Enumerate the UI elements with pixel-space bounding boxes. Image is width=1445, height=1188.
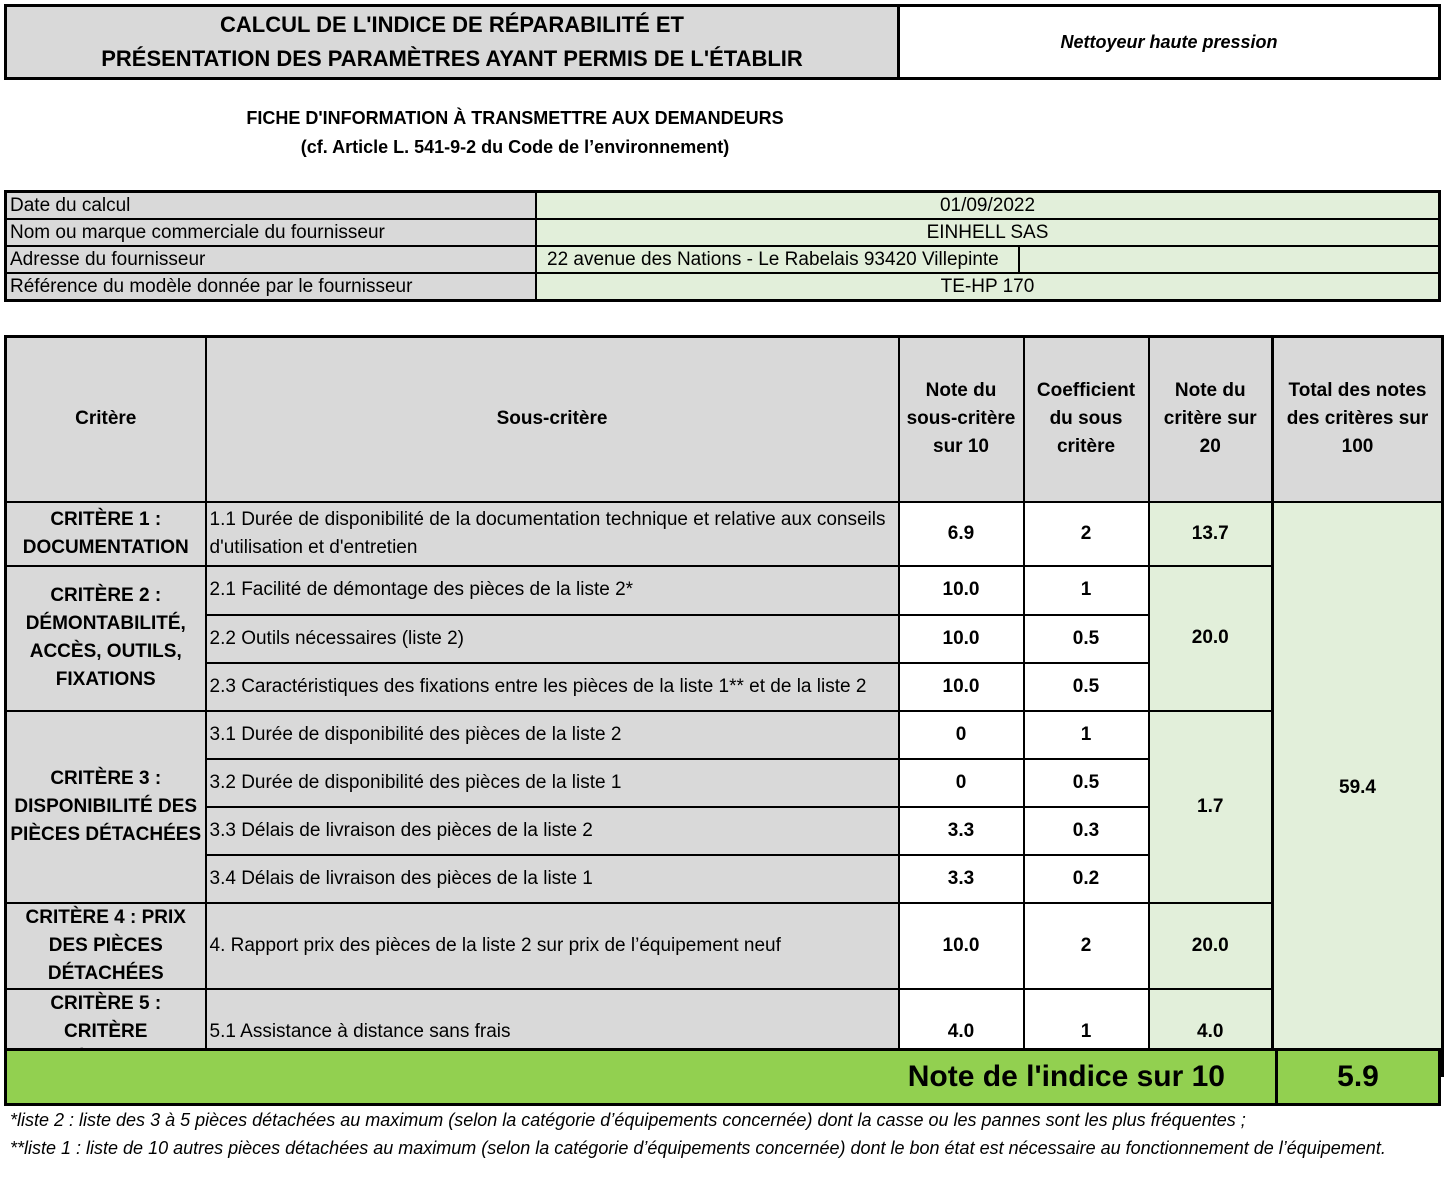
coef-1-1: 2: [1024, 502, 1149, 566]
table-row: [6, 903, 1443, 989]
supplier-info-table: [4, 190, 1441, 302]
criterion-5-label: CRITÈRE 5 : CRITÈRE: [6, 989, 206, 1076]
header-coef: Coefficient du sous critère: [1024, 337, 1149, 502]
header-sous-critere: Sous-critère: [206, 337, 899, 502]
criterion-2-note: 20.0: [1149, 566, 1273, 711]
header-note-crit: Note du critère sur 20: [1149, 337, 1273, 502]
note-3-2: 0: [899, 759, 1024, 807]
criterion-5-note: 4.0: [1149, 989, 1273, 1076]
subtitle-line-1: FICHE D'INFORMATION À TRANSMETTRE AUX DEMANDEURS: [246, 108, 784, 128]
table-row: [6, 711, 1443, 759]
total-score: 59.4: [1273, 502, 1443, 1076]
sub-criterion-2-2: 2.2 Outils nécessaires (liste 2): [206, 615, 899, 663]
criterion-4-note: 20.0: [1149, 903, 1273, 989]
note-2-2: 10.0: [899, 615, 1024, 663]
table-row: [6, 502, 1443, 566]
note-3-4: 3.3: [899, 855, 1024, 903]
coef-3-1: 1: [1024, 711, 1149, 759]
note-5-1: 4.0: [899, 989, 1024, 1076]
criterion-1-note: 13.7: [1149, 502, 1273, 566]
address-empty-cell: [1019, 246, 1440, 273]
note-3-1: 0: [899, 711, 1024, 759]
coef-2-2: 0.5: [1024, 615, 1149, 663]
coef-3-4: 0.2: [1024, 855, 1149, 903]
footnote-list-2: *liste 2 : liste des 3 à 5 pièces détachées au maximum (selon la catégorie d’équipements concernée) dont la casse ou les pannes sont les plus fréquentes ;: [10, 1110, 1246, 1130]
info-row-date: [6, 192, 1440, 220]
sub-criterion-1-1: 1.1 Durée de disponibilité de la documentation technique et relative aux conseils d'utilisation et d'entretien: [206, 502, 899, 566]
note-3-3: 3.3: [899, 807, 1024, 855]
address-value: 22 avenue des Nations - Le Rabelais 93420 Villepinte: [536, 246, 1019, 273]
footnotes: [10, 1106, 1430, 1162]
coef-3-3: 0.3: [1024, 807, 1149, 855]
table-header-row: [6, 337, 1443, 502]
footnote-list-1: **liste 1 : liste de 10 autres pièces détachées au maximum (selon la catégorie d’équipements concernée) dont le bon état est nécessaire au fonctionnement de l’équipement.: [10, 1138, 1386, 1158]
info-row-address: [6, 246, 1440, 273]
criterion-1-label: CRITÈRE 1 : DOCUMENTATION: [6, 502, 206, 566]
sub-criterion-3-4: 3.4 Délais de livraison des pièces de la liste 1: [206, 855, 899, 903]
final-score-label: Note de l'indice sur 10: [907, 1060, 1225, 1093]
sub-criterion-3-3: 3.3 Délais de livraison des pièces de la liste 2: [206, 807, 899, 855]
sub-criterion-2-3: 2.3 Caractéristiques des fixations entre les pièces de la liste 1** et de la liste 2: [206, 663, 899, 711]
sub-criterion-3-2: 3.2 Durée de disponibilité des pièces de la liste 1: [206, 759, 899, 807]
date-label: Date du calcul: [6, 192, 537, 220]
model-label: Référence du modèle donnée par le fournisseur: [6, 273, 537, 301]
final-score-bar: [4, 1048, 1441, 1106]
sub-criterion-4: 4. Rapport prix des pièces de la liste 2 sur prix de l’équipement neuf: [206, 903, 899, 989]
coef-5-1: 1: [1024, 989, 1149, 1076]
title-block: [4, 4, 897, 80]
sub-criterion-5-1: 5.1 Assistance à distance sans frais: [206, 989, 899, 1076]
note-2-1: 10.0: [899, 566, 1024, 615]
header-total: Total des notes des critères sur 100: [1273, 337, 1443, 502]
coef-2-3: 0.5: [1024, 663, 1149, 711]
title-line-2: PRÉSENTATION DES PARAMÈTRES AYANT PERMIS DE L'ÉTABLIR: [101, 46, 803, 71]
coef-2-1: 1: [1024, 566, 1149, 615]
criterion-3-note: 1.7: [1149, 711, 1273, 903]
criterion-2-label: CRITÈRE 2 : DÉMONTABILITÉ, ACCÈS, OUTILS, FIXATIONS: [6, 566, 206, 711]
supplier-value: EINHELL SAS: [536, 219, 1440, 246]
subtitle-block: [0, 104, 1030, 162]
note-2-3: 10.0: [899, 663, 1024, 711]
date-value: 01/09/2022: [536, 192, 1440, 220]
subtitle-line-2: (cf. Article L. 541-9-2 du Code de l’environnement): [300, 137, 730, 157]
final-score-value: 5.9: [1337, 1060, 1379, 1093]
info-row-model: [6, 273, 1440, 301]
criterion-3-label: CRITÈRE 3 : DISPONIBILITÉ DES PIÈCES DÉTACHÉES: [6, 711, 206, 903]
info-row-supplier: [6, 219, 1440, 246]
header-note-sous: Note du sous-critère sur 10: [899, 337, 1024, 502]
header-critere: Critère: [6, 337, 206, 502]
address-label: Adresse du fournisseur: [6, 246, 537, 273]
criterion-4-label: CRITÈRE 4 : PRIX DES PIÈCES DÉTACHÉES: [6, 903, 206, 989]
sub-criterion-2-1: 2.1 Facilité de démontage des pièces de la liste 2*: [206, 566, 899, 615]
note-1-1: 6.9: [899, 502, 1024, 566]
sub-criterion-3-1: 3.1 Durée de disponibilité des pièces de la liste 2: [206, 711, 899, 759]
note-4: 10.0: [899, 903, 1024, 989]
supplier-label: Nom ou marque commerciale du fournisseur: [6, 219, 537, 246]
repairability-table: [4, 335, 1444, 1077]
title-line-1: CALCUL DE L'INDICE DE RÉPARABILITÉ ET: [220, 12, 684, 37]
product-name: Nettoyeur haute pression: [897, 4, 1441, 80]
coef-3-2: 0.5: [1024, 759, 1149, 807]
coef-4: 2: [1024, 903, 1149, 989]
table-row: [6, 566, 1443, 615]
model-value: TE-HP 170: [536, 273, 1440, 301]
